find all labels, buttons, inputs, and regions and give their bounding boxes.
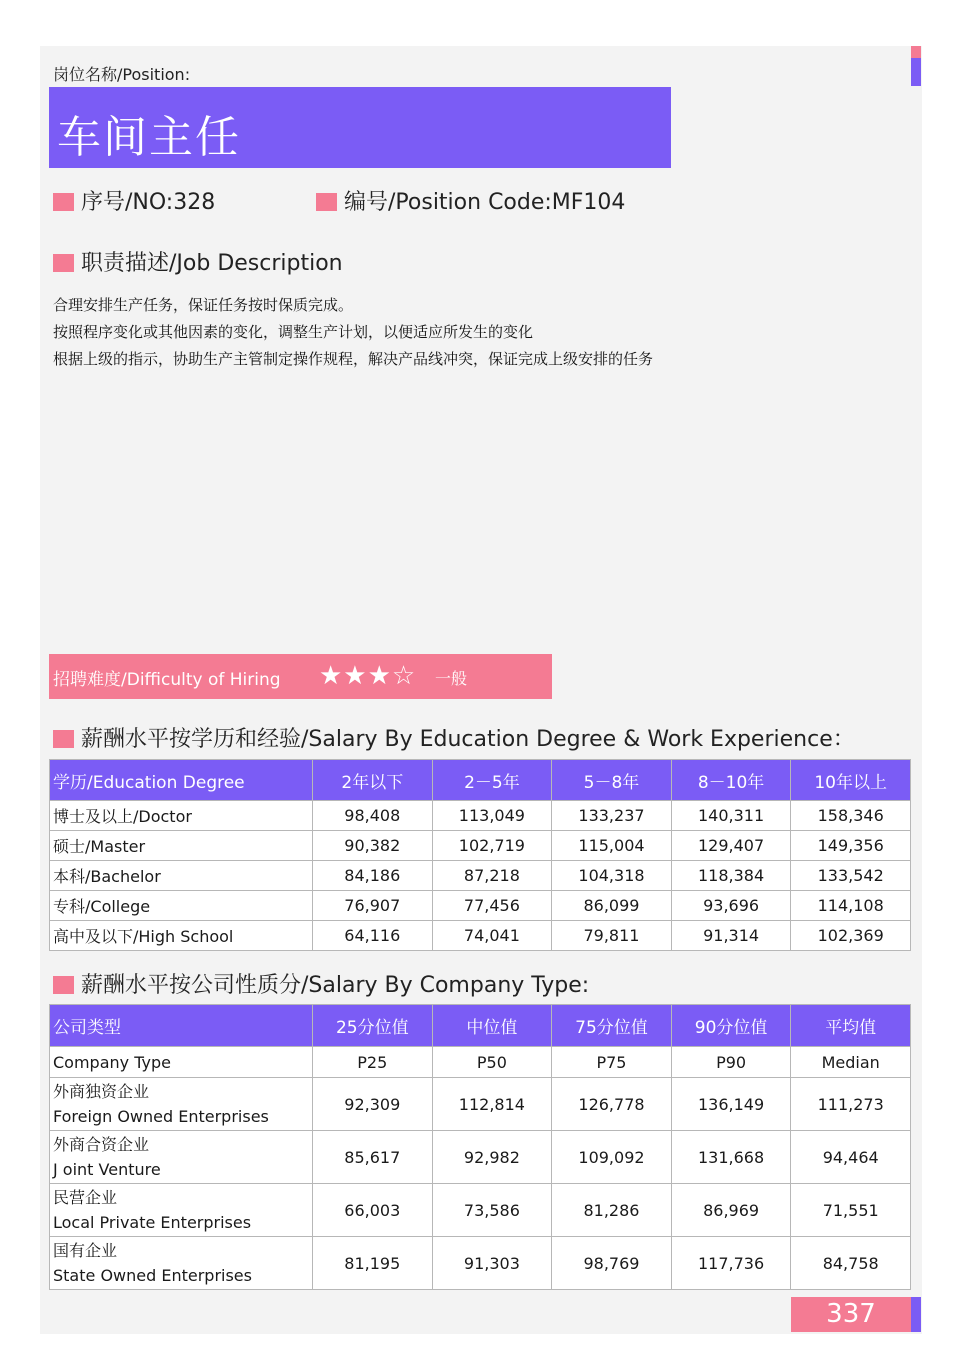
table-cell: 140,311 (671, 801, 791, 831)
hiring-level: 一般 (435, 669, 468, 688)
column-header: 2－5年 (432, 760, 552, 801)
company-salary-table (49, 1004, 911, 1290)
table-cell: 81,286 (552, 1184, 672, 1237)
table-cell: 66,003 (313, 1184, 433, 1237)
table-cell: 112,814 (432, 1078, 552, 1131)
table-row (50, 1131, 911, 1184)
table-cell: 74,041 (432, 921, 552, 951)
table-cell: 133,237 (552, 801, 672, 831)
column-header: 2年以下 (313, 760, 433, 801)
table-cell: 102,719 (432, 831, 552, 861)
table-row (50, 1078, 911, 1131)
table-cell: 158,346 (791, 801, 911, 831)
table-cell: 86,099 (552, 891, 672, 921)
column-header: 10年以上 (791, 760, 911, 801)
table-header-row (50, 760, 911, 801)
row-label: 外商合资企业 J oint Venture (50, 1131, 313, 1184)
table-cell: 98,408 (313, 801, 433, 831)
table-row (50, 831, 911, 861)
table-cell: 84,758 (791, 1237, 911, 1290)
table-cell: 93,696 (671, 891, 791, 921)
desc-line: 按照程序变化或其他因素的变化，调整生产计划，以便适应所发生的变化 (53, 323, 534, 341)
desc-line: 合理安排生产任务，保证任务按时保质完成。 (53, 296, 354, 314)
table-cell: 71,551 (791, 1184, 911, 1237)
page-number-accent (911, 1297, 921, 1332)
bullet-square-icon (53, 254, 74, 272)
table-cell: 109,092 (552, 1131, 672, 1184)
bullet-square-icon (53, 193, 74, 211)
table-cell: 91,314 (671, 921, 791, 951)
table-cell: 117,736 (671, 1237, 791, 1290)
row-label: Company Type (50, 1047, 313, 1078)
column-header: 中位值 (432, 1005, 552, 1047)
table-cell: 92,309 (313, 1078, 433, 1131)
column-header: 5－8年 (552, 760, 672, 801)
row-label: 硕士/Master (50, 831, 313, 861)
table-cell: 149,356 (791, 831, 911, 861)
row-label: 博士及以上/Doctor (50, 801, 313, 831)
table-cell: P50 (432, 1047, 552, 1078)
job-description (53, 292, 653, 373)
table-cell: 76,907 (313, 891, 433, 921)
table-cell: 92,982 (432, 1131, 552, 1184)
column-header: 8－10年 (671, 760, 791, 801)
table-cell: 64,116 (313, 921, 433, 951)
position-label: 岗位名称/Position: (53, 65, 191, 84)
star-rating-icon: ★★★☆ (319, 661, 417, 691)
table-cell: P90 (671, 1047, 791, 1078)
table-cell: 131,668 (671, 1131, 791, 1184)
table-cell: 77,456 (432, 891, 552, 921)
column-header: 公司类型 (50, 1005, 313, 1047)
table-row (50, 1237, 911, 1290)
title-banner (49, 87, 671, 168)
table-cell: 118,384 (671, 861, 791, 891)
page-title: 车间主任 (57, 112, 241, 163)
table-header-row (50, 1005, 911, 1047)
table-cell: 81,195 (313, 1237, 433, 1290)
table-cell: 133,542 (791, 861, 911, 891)
bullet-square-icon (53, 976, 74, 994)
company-salary-heading: 薪酬水平按公司性质分/Salary By Company Type: (53, 968, 589, 999)
table-row (50, 1184, 911, 1237)
table-cell: 104,318 (552, 861, 672, 891)
table-cell: 91,303 (432, 1237, 552, 1290)
bullet-square-icon (316, 193, 337, 211)
table-cell: 85,617 (313, 1131, 433, 1184)
row-label: 民营企业 Local Private Enterprises (50, 1184, 313, 1237)
table-cell: 94,464 (791, 1131, 911, 1184)
table-cell: 98,769 (552, 1237, 672, 1290)
table-cell: P25 (313, 1047, 433, 1078)
table-cell: 115,004 (552, 831, 672, 861)
edu-salary-table (49, 759, 911, 951)
page-number: 337 (791, 1297, 911, 1332)
column-header: 平均值 (791, 1005, 911, 1047)
table-cell: 73,586 (432, 1184, 552, 1237)
column-header: 90分位值 (671, 1005, 791, 1047)
table-cell: 113,049 (432, 801, 552, 831)
table-cell: 126,778 (552, 1078, 672, 1131)
desc-line: 根据上级的指示，协助生产主管制定操作规程，解决产品线冲突，保证完成上级安排的任务 (53, 350, 654, 368)
bullet-square-icon (53, 730, 74, 748)
hiring-difficulty-bar (49, 654, 552, 699)
table-cell: 84,186 (313, 861, 433, 891)
row-label: 国有企业 State Owned Enterprises (50, 1237, 313, 1290)
table-row (50, 921, 911, 951)
table-cell: 102,369 (791, 921, 911, 951)
table-cell: Median (791, 1047, 911, 1078)
table-cell: P75 (552, 1047, 672, 1078)
table-cell: 114,108 (791, 891, 911, 921)
hiring-label: 招聘难度/Difficulty of Hiring (53, 670, 281, 690)
row-label: 高中及以下/High School (50, 921, 313, 951)
edu-salary-heading: 薪酬水平按学历和经验/Salary By Education Degree & Work Experience： (53, 722, 855, 753)
table-cell: 90,382 (313, 831, 433, 861)
job-description-heading: 职责描述/Job Description (53, 246, 343, 277)
column-header: 75分位值 (552, 1005, 672, 1047)
table-cell: 87,218 (432, 861, 552, 891)
table-row (50, 891, 911, 921)
position-code: 编号/Position Code:MF104 (316, 185, 625, 216)
row-label: 本科/Bachelor (50, 861, 313, 891)
table-row (50, 861, 911, 891)
row-label: 外商独资企业 Foreign Owned Enterprises (50, 1078, 313, 1131)
row-label: 专科/College (50, 891, 313, 921)
table-row (50, 801, 911, 831)
table-cell: 129,407 (671, 831, 791, 861)
table-cell: 111,273 (791, 1078, 911, 1131)
table-cell: 86,969 (671, 1184, 791, 1237)
serial-number: 序号/NO:328 (53, 185, 215, 216)
corner-accent (911, 46, 921, 86)
table-cell: 136,149 (671, 1078, 791, 1131)
column-header: 学历/Education Degree (50, 760, 313, 801)
column-header: 25分位值 (313, 1005, 433, 1047)
table-cell: 79,811 (552, 921, 672, 951)
table-subheader-row (50, 1047, 911, 1078)
